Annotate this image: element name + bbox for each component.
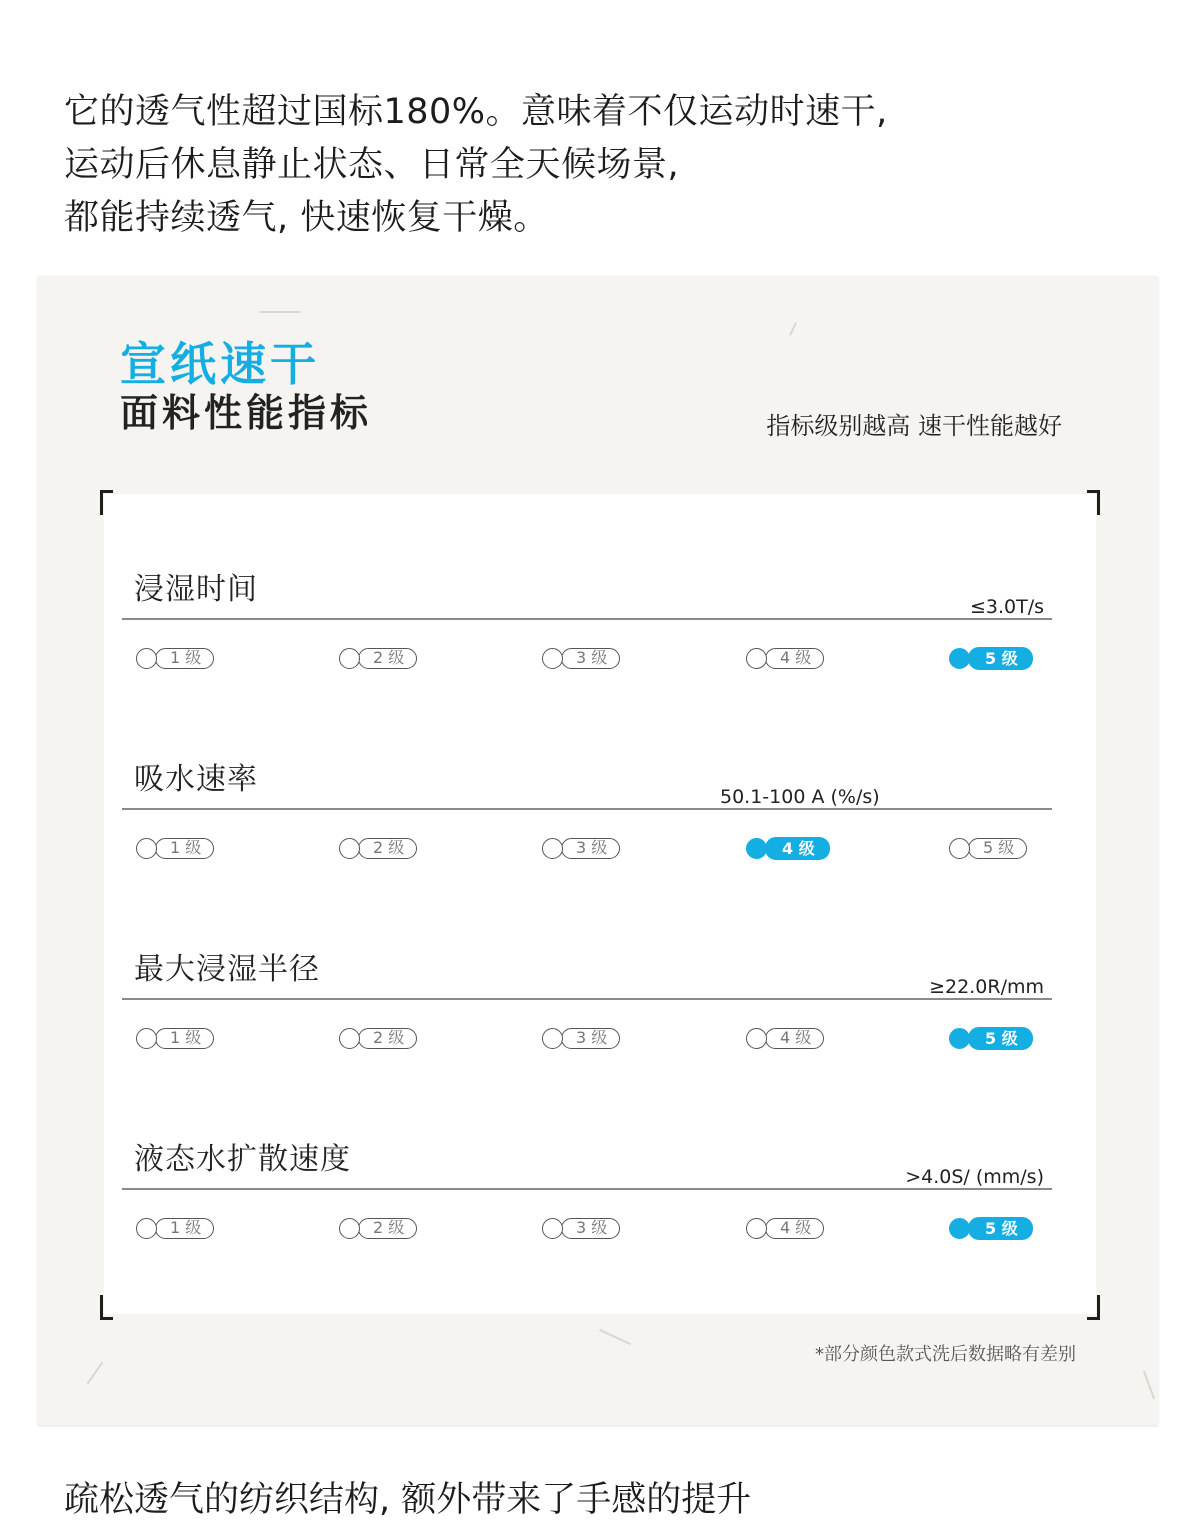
level-indicator-4 xyxy=(746,1025,824,1051)
intro-line-3: 都能持续透气, 快速恢复干燥。 xyxy=(64,198,549,238)
level-label: 1 级 xyxy=(155,838,214,859)
performance-panel xyxy=(38,276,1158,1425)
level-indicator-4 xyxy=(746,835,830,861)
level-dot xyxy=(542,648,563,669)
corner-bracket xyxy=(100,1295,113,1320)
level-label: 3 级 xyxy=(561,1218,620,1239)
level-dot xyxy=(339,1028,360,1049)
level-dot xyxy=(746,838,767,859)
paper-fleck xyxy=(260,311,300,313)
level-label: 4 级 xyxy=(765,1218,824,1239)
level-dot xyxy=(949,838,970,859)
level-indicator-3 xyxy=(542,835,620,861)
outro-text: 疏松透气的纺织结构, 额外带来了手感的提升 xyxy=(64,1480,752,1520)
level-label: 2 级 xyxy=(358,1028,417,1049)
level-indicator-1 xyxy=(136,1025,214,1051)
metric-divider xyxy=(122,998,1052,1000)
level-indicator-2 xyxy=(339,1025,417,1051)
level-indicator-3 xyxy=(542,645,620,671)
level-indicator-1 xyxy=(136,835,214,861)
metric-spreading-speed xyxy=(122,1140,1052,1270)
paper-fleck xyxy=(87,1362,104,1384)
level-label: 4 级 xyxy=(765,648,824,669)
level-label: 2 级 xyxy=(358,838,417,859)
level-dot xyxy=(949,648,970,669)
level-indicator-1 xyxy=(136,645,214,671)
level-dot xyxy=(136,1028,157,1049)
level-dot xyxy=(949,1028,970,1049)
level-dot xyxy=(746,1028,767,1049)
level-scale xyxy=(136,1025,1066,1055)
level-dot xyxy=(746,1218,767,1239)
corner-bracket xyxy=(1087,490,1100,515)
metric-label: 最大浸湿半径 xyxy=(134,952,320,987)
level-indicator-3 xyxy=(542,1215,620,1241)
level-dot xyxy=(542,1218,563,1239)
panel-subtitle: 面料性能指标 xyxy=(120,391,373,435)
panel-title: 宣纸速干 xyxy=(120,337,320,391)
level-dot xyxy=(542,1028,563,1049)
level-label: 4 级 xyxy=(765,837,830,860)
metric-value: 50.1-100 A (%/s) xyxy=(720,786,880,808)
level-label: 5 级 xyxy=(968,1027,1033,1050)
paper-fleck xyxy=(1143,1371,1155,1400)
metric-label: 吸水速率 xyxy=(134,762,258,797)
paper-fleck xyxy=(599,1329,631,1345)
level-dot xyxy=(746,648,767,669)
level-label: 5 级 xyxy=(968,1217,1033,1240)
metric-value: ≥22.0R/mm xyxy=(929,976,1044,998)
level-indicator-2 xyxy=(339,1215,417,1241)
level-label: 1 级 xyxy=(155,1218,214,1239)
metric-label: 浸湿时间 xyxy=(134,572,258,607)
level-indicator-5 xyxy=(949,1215,1033,1241)
metric-absorption-rate xyxy=(122,760,1052,890)
level-label: 5 级 xyxy=(968,838,1027,859)
metric-wetting-time xyxy=(122,570,1052,700)
metric-label: 液态水扩散速度 xyxy=(134,1142,351,1177)
level-indicator-5 xyxy=(949,835,1027,861)
metric-value: ≤3.0T/s xyxy=(969,596,1044,618)
level-dot xyxy=(136,1218,157,1239)
corner-bracket xyxy=(1087,1295,1100,1320)
level-label: 1 级 xyxy=(155,1028,214,1049)
level-indicator-2 xyxy=(339,645,417,671)
level-label: 4 级 xyxy=(765,1028,824,1049)
metric-divider xyxy=(122,618,1052,620)
metric-value: >4.0S/ (mm/s) xyxy=(905,1166,1044,1188)
level-scale xyxy=(136,835,1066,865)
level-dot xyxy=(136,838,157,859)
level-label: 5 级 xyxy=(968,647,1033,670)
level-dot xyxy=(339,838,360,859)
paper-fleck xyxy=(789,322,797,336)
level-dot xyxy=(339,648,360,669)
level-dot xyxy=(339,1218,360,1239)
level-dot xyxy=(949,1218,970,1239)
level-scale xyxy=(136,1215,1066,1245)
level-indicator-5 xyxy=(949,645,1033,671)
level-label: 2 级 xyxy=(358,1218,417,1239)
level-label: 3 级 xyxy=(561,838,620,859)
level-indicator-4 xyxy=(746,1215,824,1241)
metrics-card xyxy=(104,494,1096,1314)
intro-line-1: 它的透气性超过国标180%。意味着不仅运动时速干, xyxy=(64,92,888,132)
intro-text xyxy=(64,86,1064,245)
footnote: *部分颜色款式洗后数据略有差别 xyxy=(815,1344,1076,1365)
metric-divider xyxy=(122,808,1052,810)
level-indicator-5 xyxy=(949,1025,1033,1051)
level-dot xyxy=(136,648,157,669)
level-label: 3 级 xyxy=(561,1028,620,1049)
metric-max-wetted-radius xyxy=(122,950,1052,1080)
level-indicator-1 xyxy=(136,1215,214,1241)
level-indicator-3 xyxy=(542,1025,620,1051)
corner-bracket xyxy=(100,490,113,515)
level-indicator-2 xyxy=(339,835,417,861)
level-scale xyxy=(136,645,1066,675)
level-indicator-4 xyxy=(746,645,824,671)
panel-note: 指标级别越高 速干性能越好 xyxy=(766,412,1062,440)
level-label: 2 级 xyxy=(358,648,417,669)
level-label: 3 级 xyxy=(561,648,620,669)
level-dot xyxy=(542,838,563,859)
metric-divider xyxy=(122,1188,1052,1190)
level-label: 1 级 xyxy=(155,648,214,669)
intro-line-2: 运动后休息静止状态、日常全天候场景, xyxy=(64,145,680,185)
